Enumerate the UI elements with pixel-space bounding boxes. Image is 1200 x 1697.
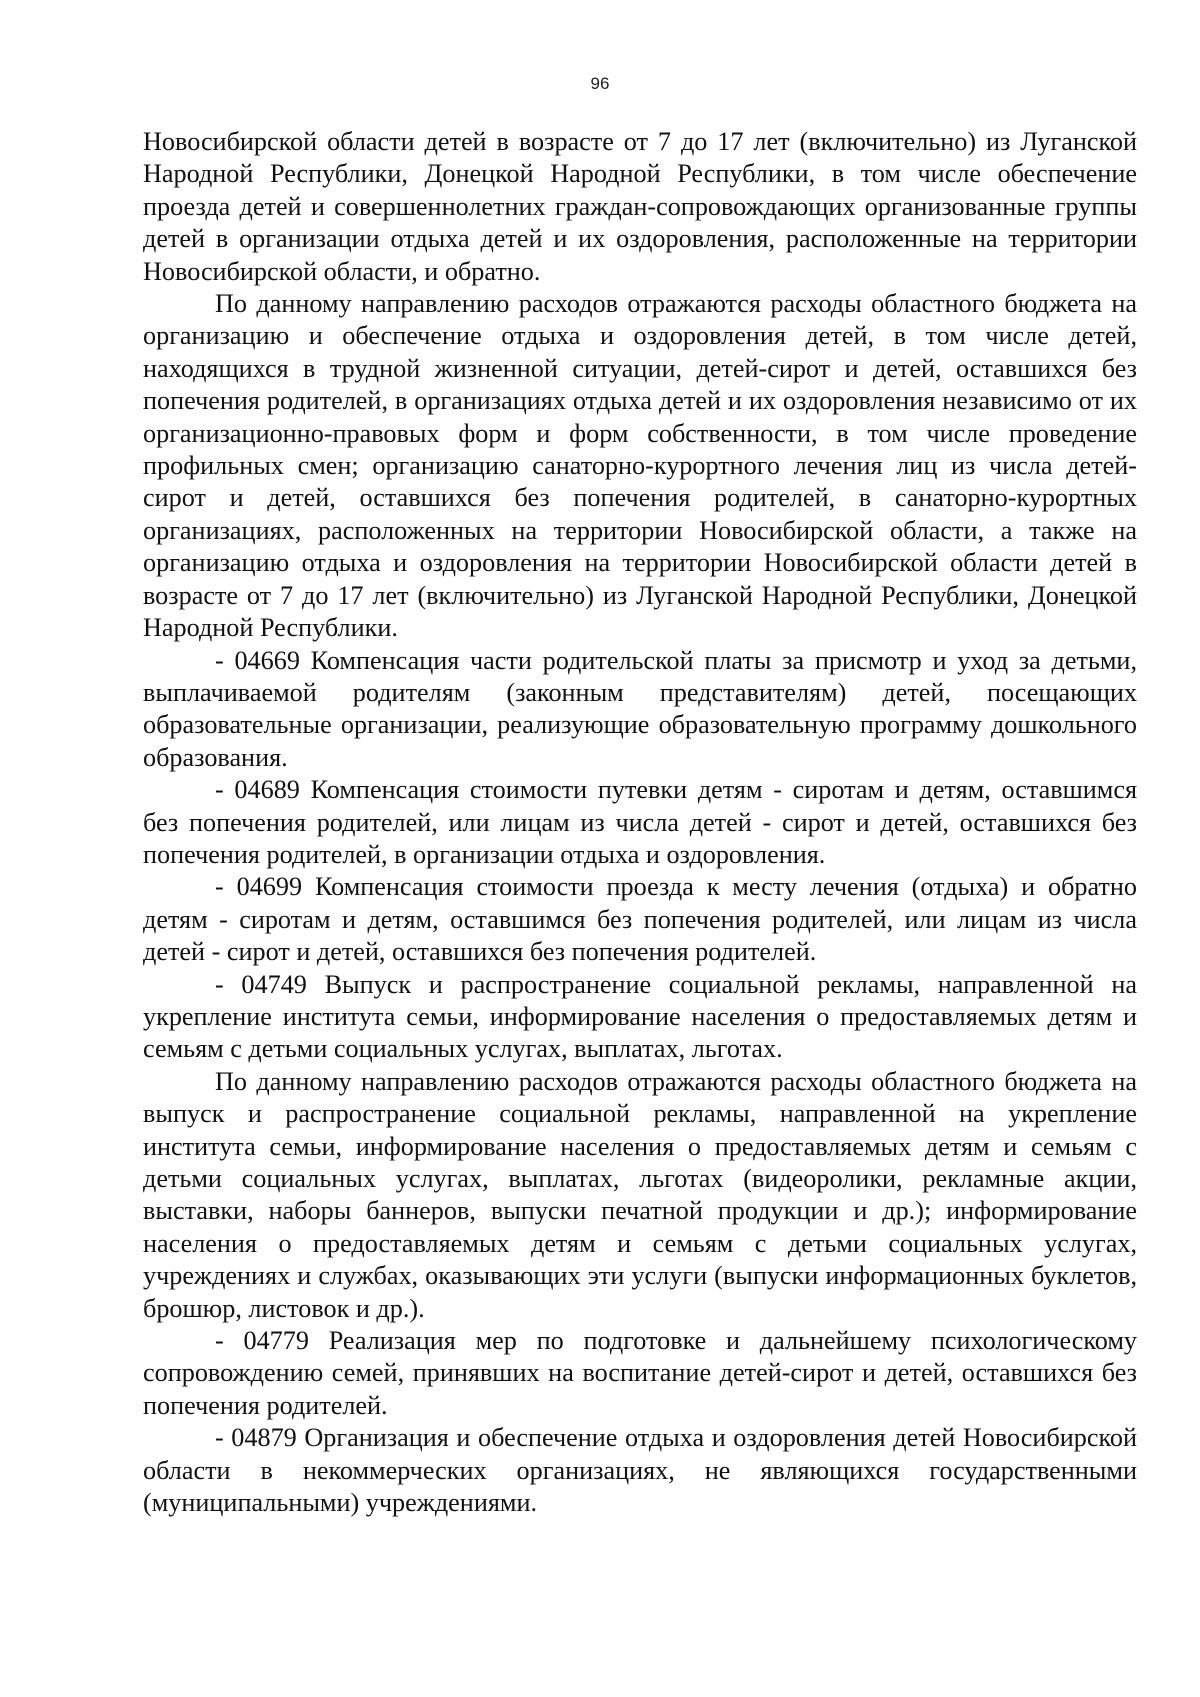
paragraph-item-04669: - 04669 Компенсация части родительской платы за присмотр и уход за детьми, выплачиваемой родителям (законным представителям) детей, посещающих образовательные организации, реализующие образовательную программу дошкольного образования. <box>143 645 1137 772</box>
paragraph-item-04879: - 04879 Организация и обеспечение отдыха и оздоровления детей Новосибирской области в некоммерческих организациях, не являющихся государственными (муниципальными) учреждениями. <box>143 1423 1137 1518</box>
paragraph-item-04749: - 04749 Выпуск и распространение социальной рекламы, направленной на укрепление института семьи, информирование населения о предоставляемых детям и семьям с детьми социальных услугах, выплатах, льготах. <box>143 969 1137 1064</box>
paragraph-item-04779: - 04779 Реализация мер по подготовке и дальнейшему психологическому сопровождению семей, принявших на воспитание детей-сирот и детей, оставшихся без попечения родителей. <box>143 1326 1137 1420</box>
paragraph: По данному направлению расходов отражаются расходы областного бюджета на организацию и обеспечение отдыха и оздоровления детей, в том числе детей, находящихся в трудной жизненной ситуации, детей-сирот и детей, оставшихся без попечения родителей, в организациях отдыха детей и их оздоровления независимо от их организационно-правовых форм и форм собственности, в том числе проведение профильных смен; организацию санаторно-курортного лечения лиц из числа детей-сирот и детей, оставшихся без попечения родителей, в санаторно-курортных организациях, расположенных на территории Новосибирской области, а также на организацию отдыха и оздоровления на территории Новосибирской области детей в возрасте от 7 до 17 лет (включительно) из Луганской Народной Республики, Донецкой Народной Республики. <box>143 289 1137 643</box>
paragraph: По данному направлению расходов отражаются расходы областного бюджета на выпуск и распространение социальной рекламы, направленной на укрепление института семьи, информирование населения о предоставляемых детям и семьям с детьми социальных услугах, выплатах, льготах (видеоролики, рекламные акции, выставки, наборы баннеров, выпуски печатной продукции и др.); информирование населения о предоставляемых детям и семьям с детьми социальных услугах, учреждениях и службах, оказывающих эти услуги (выпуски информационных буклетов, брошюр, листовок и др.). <box>143 1066 1137 1323</box>
paragraph-item-04689: - 04689 Компенсация стоимости путевки детям - сиротам и детям, оставшимся без попечения родителей, или лицам из числа детей - сирот и детей, оставшихся без попечения родителей, в организации отдыха и оздоровления. <box>143 775 1137 869</box>
paragraph-item-04699: - 04699 Компенсация стоимости проезда к месту лечения (отдыха) и обратно детям - сиротам и детям, оставшимся без попечения родителей, или лицам из числа детей - сирот и детей, оставшихся без попечения родителей. <box>143 872 1137 967</box>
body-text <box>143 126 1137 1519</box>
paragraph-continuation: Новосибирской области детей в возрасте от 7 до 17 лет (включительно) из Луганской Народной Республики, Донецкой Народной Республики, в том числе обеспечение проезда детей и совершеннолетних граждан-сопровождающих организованные группы детей в организации отдыха детей и их оздоровления, расположенные на территории Новосибирской области, и обратно. <box>143 127 1137 286</box>
page-number: 96 <box>590 74 610 93</box>
